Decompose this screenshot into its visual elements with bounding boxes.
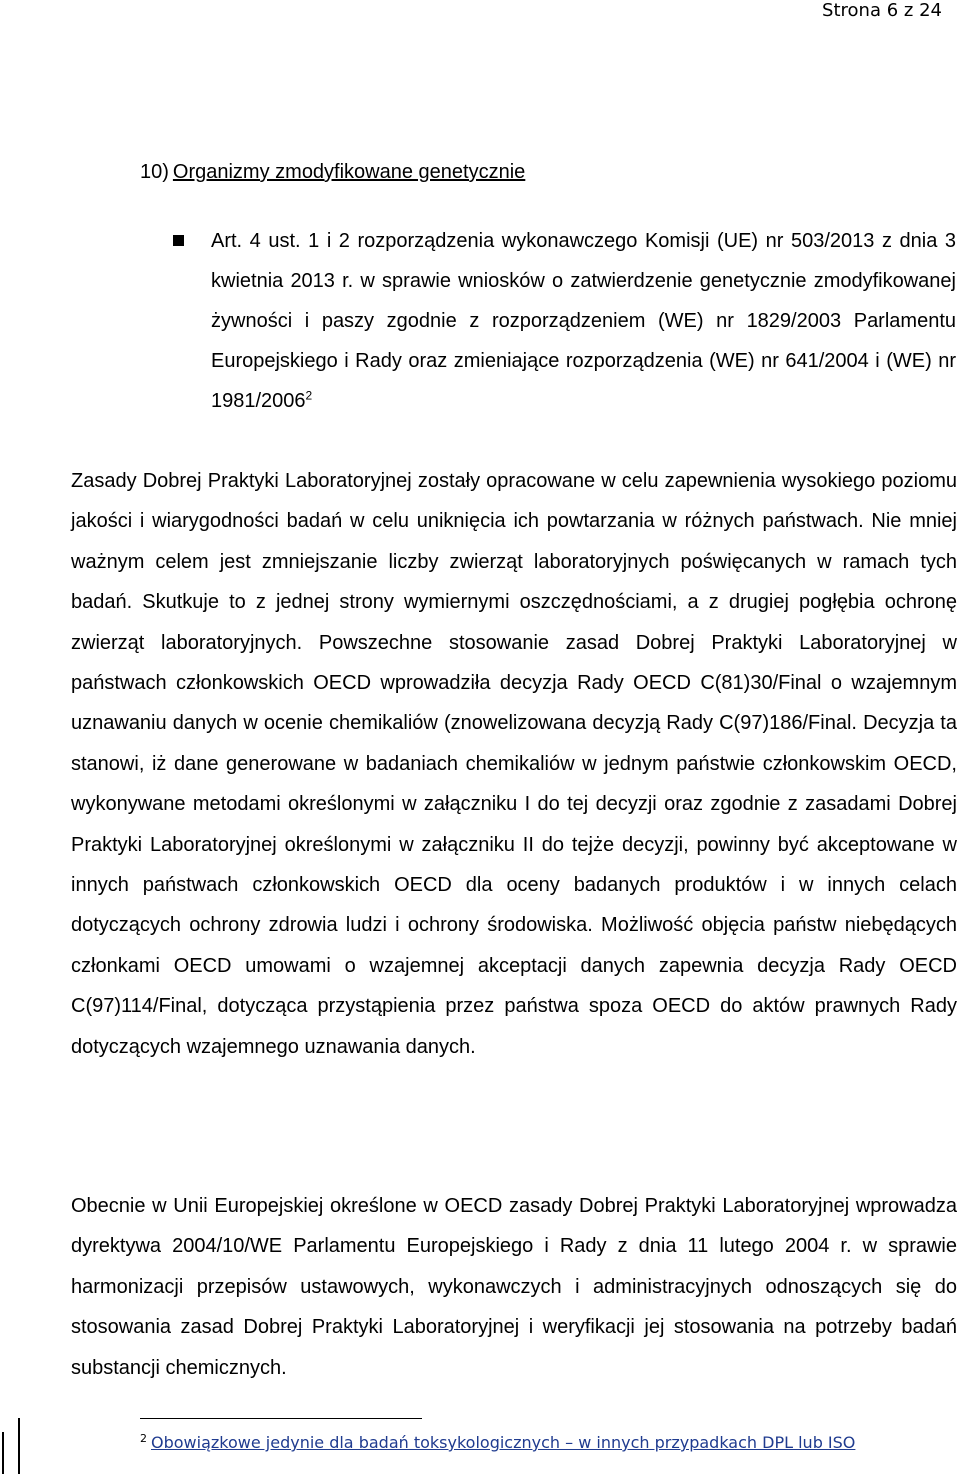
section-number: 10) [140, 161, 169, 183]
section-title: Organizmy zmodyfikowane genetycznie [172, 161, 526, 183]
section-heading [140, 159, 525, 185]
footnote-reference[interactable]: 2 [305, 388, 313, 403]
current-page-number: 6 [886, 0, 899, 21]
footnote [140, 1432, 855, 1454]
page-label: Strona [822, 0, 881, 21]
total-pages: 24 [919, 0, 942, 21]
bullet-item-text [211, 221, 956, 421]
square-bullet-icon [173, 235, 184, 246]
footnote-separator [140, 1418, 422, 1419]
legal-reference-text: Art. 4 ust. 1 i 2 rozporządzenia wykonawczego Komisji (UE) nr 503/2013 z dnia 3 kwietnia 2013 r. w sprawie wniosków o zatwierdzenie genetycznie zmodyfikowanej żywności i paszy zgodnie z rozporządzeniem (WE) nr 1829/2003 Parlamentu Europejskiego i Rady oraz zmieniające rozporządzenia (WE) nr 641/2004 i (WE) nr 1981/2006 [211, 230, 956, 412]
paragraph-glp-principles: Zasady Dobrej Praktyki Laboratoryjnej zostały opracowane w celu zapewnienia wysokiego poziomu jakości i wiarygodności badań w celu uniknięcia ich powtarzania w różnych państwach. Nie mniej ważnym celem jest zmniejszanie liczby zwierząt laboratoryjnych poświęcanych w ramach tych badań. Skutkuje to z jednej strony wymiernymi oszczędnościami, a z drugiej pogłębia ochronę zwierząt laboratoryjnych. Powszechne stosowanie zasad Dobrej Praktyki Laboratoryjnej w państwach członkowskich OECD wprowadziła decyzja Rady OECD C(81)30/Final o wzajemnym uznawaniu danych w ocenie chemikaliów (znowelizowana decyzją Rady C(97)186/Final. Decyzja ta stanowi, iż dane generowane w badaniach chemikaliów w jednym państwie członkowskim OECD, wykonywane metodami określonymi w załączniku I do tej decyzji oraz zgodnie z zasadami Dobrej Praktyki Laboratoryjnej określonymi w załączniku II do tejże decyzji, powinny być akceptowane w innych państwach członkowskich OECD dla oceny badanych produktów i w innych celach dotyczących ochrony zdrowia ludzi i ochrony środowiska. Możliwość objęcia państw niebędących członkami OECD umowami o wzajemnej akceptacji danych zapewnia decyzja Rady OECD C(97)114/Final, dotycząca przystąpienia przez państwa spoza OECD do aktów prawnych Rady dotyczących wzajemnego uznawania danych. [71, 470, 957, 1058]
paragraph-eu-directive: Obecnie w Unii Europejskiej określone w OECD zasady Dobrej Praktyki Laboratoryjnej wprowadza dyrektywa 2004/10/WE Parlamentu Europejskiego i Rady z dnia 11 lutego 2004 r. w sprawie harmonizacji przepisów ustawowych, wykonawczych i administracyjnych odnoszących się do stosowania zasad Dobrej Praktyki Laboratoryjnej i weryfikacji jej stosowania na potrzeby badań substancji chemicznych. [71, 1195, 957, 1379]
footnote-number: 2 [140, 1431, 147, 1445]
page-of-label: z [903, 0, 914, 21]
margin-edge-mark [2, 1432, 4, 1474]
page-number-header [822, 0, 942, 22]
footnote-link-text[interactable]: Obowiązkowe jedynie dla badań toksykologicznych – w innych przypadkach DPL lub ISO [151, 1433, 856, 1452]
bullet-list-item [211, 221, 956, 421]
margin-edge-mark [18, 1418, 20, 1474]
